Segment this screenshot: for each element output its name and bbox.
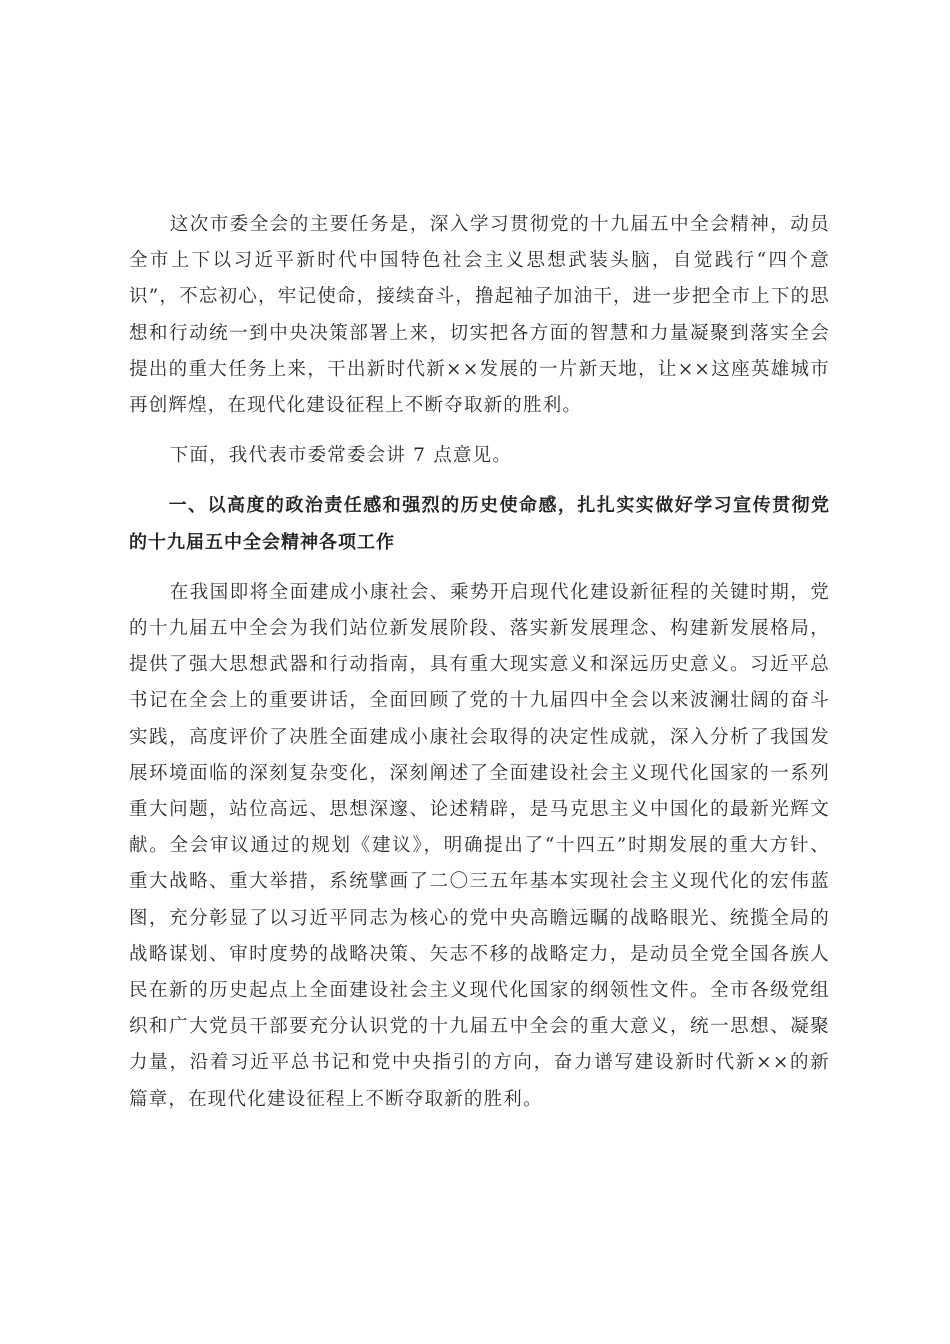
paragraph-main-task: 这次市委全会的主要任务是，深入学习贯彻党的十九届五中全会精神，动员全市上下以习近平新时代中国特色社会主义思想武装头脑，自觉践行“四个意识”，不忘初心，牢记使命，接续奋斗，撸起袖子加油干，进一步把全市上下的思想和行动统一到中央决策部署上来，切实把各方面的智慧和力量凝聚到落实全会提出的重大任务上来，干出新时代新××发展的一片新天地，让××这座英雄城市再创辉煌，在现代化建设征程上不断夺取新的胜利。	[129, 214, 830, 417]
document-body	[129, 207, 830, 1118]
paragraph-section-1-body: 在我国即将全面建成小康社会、乘势开启现代化建设新征程的关键时期，党的十九届五中全会为我们站位新发展阶段、落实新发展理念、构建新发展格局，提供了强大思想武器和行动指南，具有重大现实意义和深远历史意义。习近平总书记在全会上的重要讲话，全面回顾了党的十九届四中全会以来波澜壮阔的奋斗实践，高度评价了决胜全面建成小康社会取得的决定性成就，深入分析了我国发展环境面临的深刻复杂变化，深刻阐述了全面建设社会主义现代化国家的一系列重大问题，站位高远、思想深邃、论述精辟，是马克思主义中国化的最新光辉文献。全会审议通过的规划《建议》，明确提出了“十四五”时期发展的重大方针、重大战略、重大举措，系统擘画了二〇三五年基本实现社会主义现代化的宏伟蓝图，充分彰显了以习近平同志为核心的党中央高瞻远瞩的战略眼光、统揽全局的战略谋划、审时度势的战略决策、矢志不移的战略定力，是动员全党全国各族人民在新的历史起点上全面建设社会主义现代化国家的纲领性文件。全市各级党组织和广大党员干部要充分认识党的十九届五中全会的重大意义，统一思想、凝聚力量，沿着习近平总书记和党中央指引的方向，奋力谱写建设新时代新××的新篇章，在现代化建设征程上不断夺取新的胜利。	[129, 581, 830, 1110]
paragraph-intro-points: 下面，我代表市委常委会讲 7 点意见。	[169, 445, 513, 467]
section-heading-1: 一、以高度的政治责任感和强烈的历史使命感，扎扎实实做好学习宣传贯彻党的十九届五中全会精神各项工作	[129, 495, 830, 553]
